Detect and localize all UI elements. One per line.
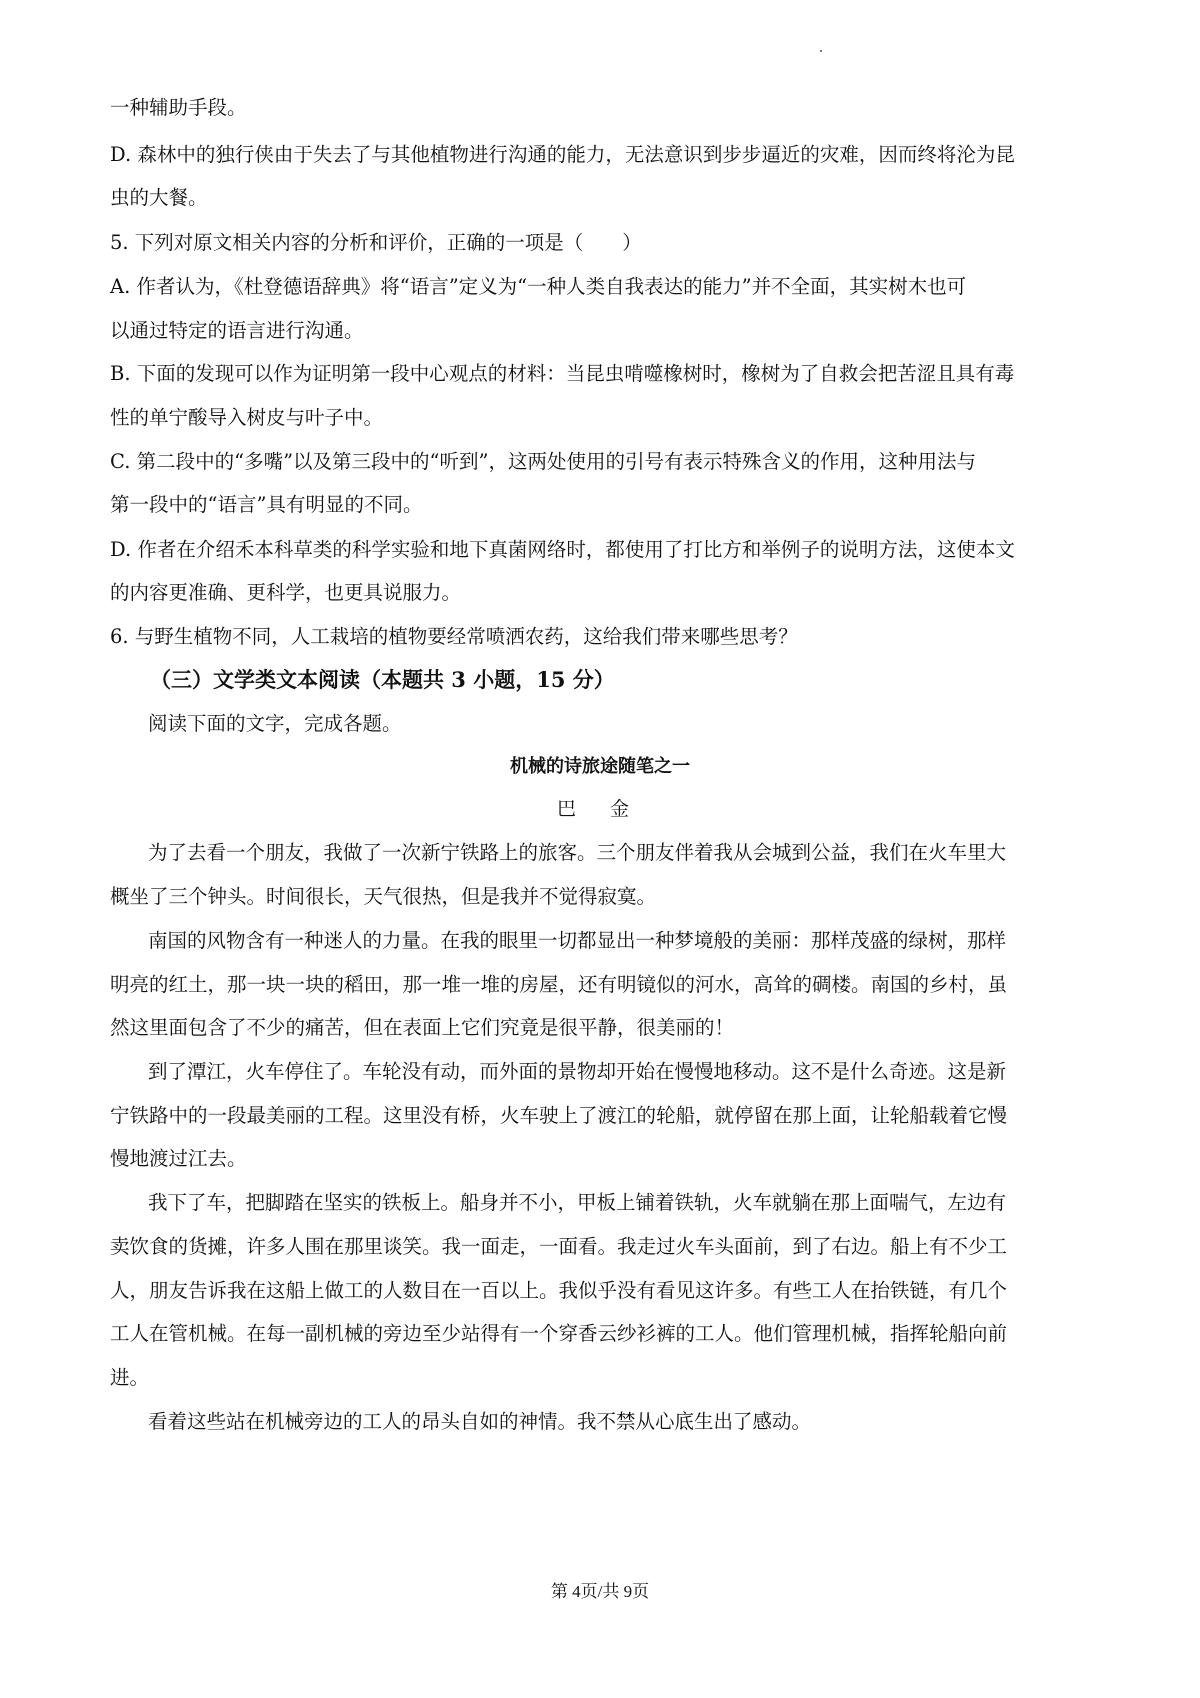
option-c-line-1: C. 第二段中的“多嘴”以及第三段中的“听到”，这两处使用的引号有表示特殊含义的作用，这种用法与 [110,450,976,473]
article-author: 巴 金 [556,798,644,820]
paragraph-line: 工人在管机械。在每一副机械的旁边至少站得有一个穿香云纱衫裤的工人。他们管理机械，指挥轮船向前 [110,1322,1008,1345]
article-title: 机械的诗旅途随笔之一 [510,756,690,777]
instruction: 阅读下面的文字，完成各题。 [148,712,402,735]
paragraph-line: 然这里面包含了不少的痛苦，但在表面上它们究竟是很平静，很美丽的！ [110,1016,735,1039]
option-a-line-1: A. 作者认为，《杜登德语辞典》将“语言”定义为“一种人类自我表达的能力”并不全面，其实树木也可 [110,275,967,298]
paragraph-line: 进。 [110,1366,150,1389]
option-b-line-2: 性的单宁酸导入树皮与叶子中。 [110,406,384,429]
option-d-line-1: D. 森林中的独行侠由于失去了与其他植物进行沟通的能力，无法意识到步步逼近的灾难，因而终将沦为昆 [110,143,1015,166]
paragraph-line: 看着这些站在机械旁边的工人的昂头自如的神情。我不禁从心底生出了感动。 [148,1410,812,1433]
paragraph-line: 慢地渡过江去。 [110,1147,247,1170]
page-number: 第 4页/共 9页 [550,1582,650,1601]
option-d2-line-1: D. 作者在介绍禾本科草类的科学实验和地下真菌网络时，都使用了打比方和举例子的说明方法，这使本文 [110,538,1015,561]
paragraph-line: 南国的风物含有一种迷人的力量。在我的眼里一切都显出一种梦境般的美丽：那样茂盛的绿树，那样 [148,929,1007,952]
paragraph-line: 我下了车，把脚踏在坚实的铁板上。船身并不小，甲板上铺着铁轨，火车就躺在那上面喘气，左边有 [148,1191,1007,1214]
paragraph-line: 人，朋友告诉我在这船上做工的人数目在一百以上。我似乎没有看见这许多。有些工人在抬铁链，有几个 [110,1279,1008,1302]
paragraph-line: 卖饮食的货摊，许多人围在那里谈笑。我一面走，一面看。我走过火车头面前，到了右边。船上有不少工 [110,1235,1008,1258]
paragraph-line: 宁铁路中的一段最美丽的工程。这里没有桥，火车驶上了渡江的轮船，就停留在那上面，让轮船载着它慢 [110,1104,1008,1127]
paragraph-line: 到了潭江，火车停住了。车轮没有动，而外面的景物却开始在慢慢地移动。这不是什么奇迹。这是新 [148,1060,1007,1083]
question-5: 5. 下列对原文相关内容的分析和评价，正确的一项是（ ） [110,231,642,254]
option-d2-line-2: 的内容更准确、更科学，也更具说服力。 [110,581,462,604]
option-c-line-2: 第一段中的“语言”具有明显的不同。 [110,493,423,516]
paragraph-line: 明亮的红土，那一块一块的稻田，那一堆一堆的房屋，还有明镜似的河水，高耸的碉楼。南国的乡村，虽 [110,973,1008,996]
scan-dot [820,50,822,52]
question-6: 6. 与野生植物不同，人工栽培的植物要经常喷洒农药，这给我们带来哪些思考？ [110,625,798,648]
paragraph-line: 为了去看一个朋友，我做了一次新宁铁路上的旅客。三个朋友伴着我从会城到公益，我们在火车里大 [148,841,1007,864]
text-line: 一种辅助手段。 [110,96,247,119]
option-b-line-1: B. 下面的发现可以作为证明第一段中心观点的材料：当昆虫啃噬橡树时，橡树为了自救会把苦涩且具有毒 [110,362,1015,385]
option-d-line-2: 虫的大餐。 [110,186,208,209]
section-heading: （三）文学类文本阅读（本题共 3 小题，15 分） [150,667,615,692]
paragraph-line: 概坐了三个钟头。时间很长，天气很热，但是我并不觉得寂寞。 [110,885,657,908]
option-a-line-2: 以通过特定的语言进行沟通。 [110,319,364,342]
